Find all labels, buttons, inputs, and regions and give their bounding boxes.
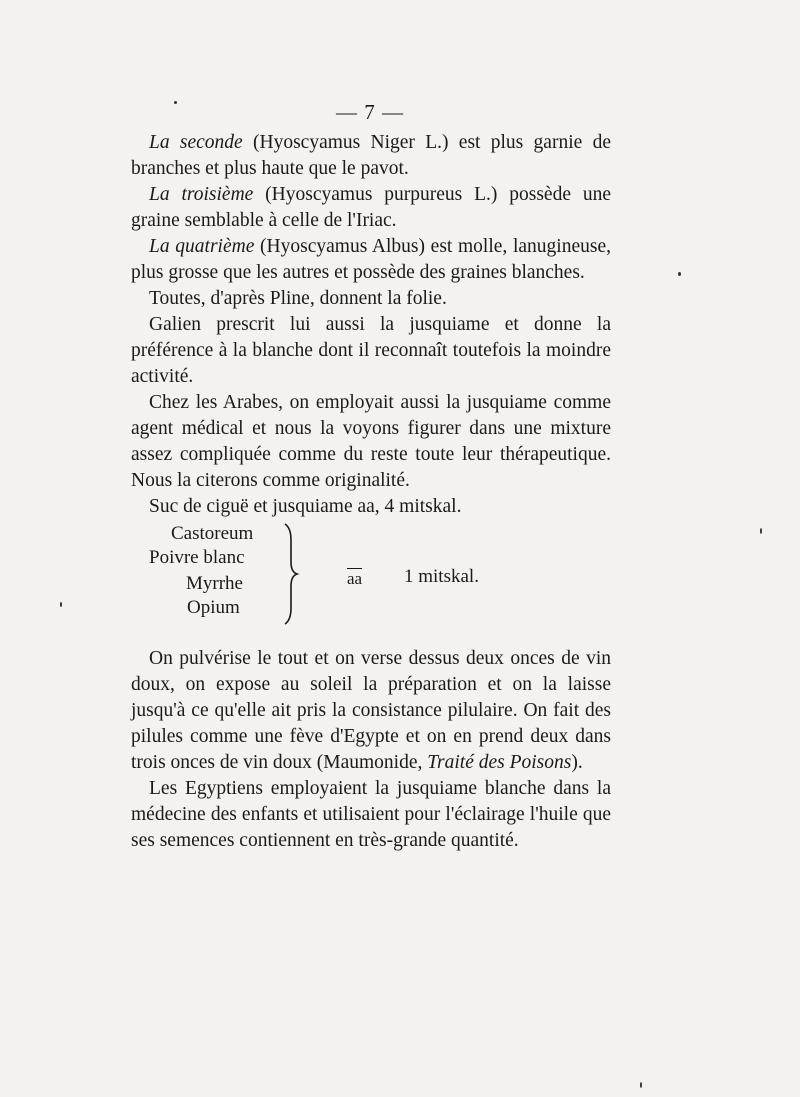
paragraph-egyptiens: Les Egyptiens employaient la jusquiame blanche dans la médecine des enfants et utilisaient pour l'éclairage l'huile que ses semences contiennent en très-grande quantité. <box>131 778 611 851</box>
paper-speck <box>174 101 177 104</box>
italic-term: La quatrième <box>149 236 255 257</box>
ingredient-opium: Opium <box>187 597 240 618</box>
ingredient-castoreum: Castoreum <box>171 523 254 544</box>
paragraph-text: ). <box>571 752 583 773</box>
paragraph-la-troisieme <box>131 182 611 234</box>
page-number: — 7 — <box>336 100 404 124</box>
paragraph-text: On pulvérise le tout et on verse dessus deux onces de vin doux, on expose au soleil la préparation et on la laisse jusqu'à ce qu'elle ait pris la consistance pilulaire. On fait des pilules comme une fève d'Egypte et on en prend deux dans trois onces de vin doux (Maumonide, <box>131 648 611 773</box>
paper-speck <box>760 528 762 534</box>
paragraph-la-quatrieme <box>131 234 611 286</box>
paper-speck <box>640 1082 642 1088</box>
italic-title: Traité des Poisons <box>427 752 572 773</box>
paragraph-pulverise <box>131 646 611 776</box>
paragraph-galien: Galien prescrit lui aussi la jusquiame et donne la préférence à la blanche dont il reconnaît toutefois la moindre activité. <box>131 314 611 387</box>
ingredient-poivre-blanc: Poivre blanc <box>149 547 245 568</box>
paragraph-text: (Hyoscyamus purpureus L.) possède une graine semblable à celle de l'Iriac. <box>131 184 611 231</box>
recipe-brace <box>281 522 301 626</box>
recipe-aa: $\overline{aa}$ <box>347 569 363 588</box>
paragraph-text: (Hyoscyamus Niger L.) est plus garnie de branches et plus haute que le pavot. <box>131 132 611 179</box>
paragraph-arabes: Chez les Arabes, on employait aussi la jusquiame comme agent médical et nous la voyons figurer dans une mixture assez compliquée comme du reste toute leur thérapeutique. Nous la citerons comme originalité. <box>131 392 611 491</box>
paragraph-la-seconde <box>131 130 611 182</box>
page-body <box>131 130 611 854</box>
paragraph-suc-de-cigue: Suc de ciguë et jusquiame aa, 4 mitskal. <box>149 496 462 517</box>
paper-speck <box>60 602 62 607</box>
paragraph-text: (Hyoscyamus Albus) est molle, lanugineuse, plus grosse que les autres et possède des graines blanches. <box>131 236 611 283</box>
italic-term: La troisième <box>149 184 254 205</box>
paragraph-toutes: Toutes, d'après Pline, donnent la folie. <box>149 288 447 309</box>
paper-speck <box>678 272 681 276</box>
ingredient-myrrhe: Myrrhe <box>186 573 243 594</box>
italic-term: La seconde <box>149 132 243 153</box>
recipe-block <box>131 522 611 646</box>
recipe-dose: 1 mitskal. <box>404 566 479 587</box>
